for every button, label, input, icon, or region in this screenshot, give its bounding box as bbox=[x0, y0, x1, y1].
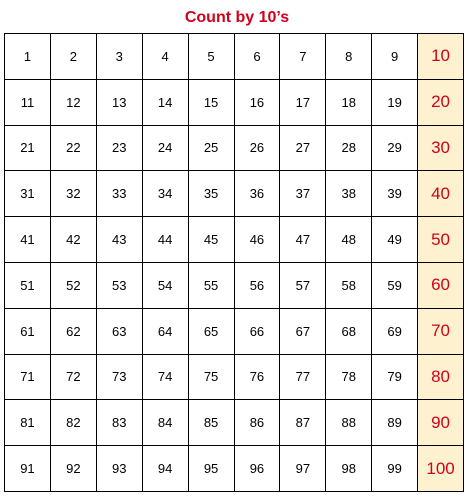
tens-cell: 80 bbox=[418, 355, 464, 401]
number-cell: 22 bbox=[51, 126, 97, 172]
number-cell: 32 bbox=[51, 171, 97, 217]
number-cell: 15 bbox=[189, 80, 235, 126]
number-cell: 85 bbox=[189, 400, 235, 446]
number-cell: 97 bbox=[280, 446, 326, 492]
number-cell: 57 bbox=[280, 263, 326, 309]
number-cell: 53 bbox=[97, 263, 143, 309]
number-cell: 28 bbox=[326, 126, 372, 172]
number-cell: 36 bbox=[235, 171, 281, 217]
tens-cell: 90 bbox=[418, 400, 464, 446]
number-cell: 4 bbox=[143, 34, 189, 80]
number-cell: 55 bbox=[189, 263, 235, 309]
number-cell: 7 bbox=[280, 34, 326, 80]
number-cell: 5 bbox=[189, 34, 235, 80]
number-cell: 72 bbox=[51, 355, 97, 401]
tens-cell: 10 bbox=[418, 34, 464, 80]
number-cell: 77 bbox=[280, 355, 326, 401]
number-cell: 33 bbox=[97, 171, 143, 217]
number-cell: 44 bbox=[143, 217, 189, 263]
number-cell: 39 bbox=[372, 171, 418, 217]
number-cell: 79 bbox=[372, 355, 418, 401]
number-cell: 54 bbox=[143, 263, 189, 309]
hundred-chart bbox=[4, 33, 464, 492]
number-cell: 9 bbox=[372, 34, 418, 80]
number-cell: 34 bbox=[143, 171, 189, 217]
number-cell: 87 bbox=[280, 400, 326, 446]
number-cell: 13 bbox=[97, 80, 143, 126]
number-cell: 64 bbox=[143, 309, 189, 355]
number-cell: 78 bbox=[326, 355, 372, 401]
tens-cell: 30 bbox=[418, 126, 464, 172]
number-cell: 76 bbox=[235, 355, 281, 401]
tens-cell: 40 bbox=[418, 171, 464, 217]
number-cell: 38 bbox=[326, 171, 372, 217]
number-cell: 94 bbox=[143, 446, 189, 492]
number-cell: 17 bbox=[280, 80, 326, 126]
number-cell: 82 bbox=[51, 400, 97, 446]
number-cell: 24 bbox=[143, 126, 189, 172]
number-cell: 29 bbox=[372, 126, 418, 172]
number-cell: 67 bbox=[280, 309, 326, 355]
number-cell: 52 bbox=[51, 263, 97, 309]
number-cell: 73 bbox=[97, 355, 143, 401]
page-title: Count by 10’s bbox=[184, 9, 290, 26]
number-cell: 6 bbox=[235, 34, 281, 80]
tens-cell: 20 bbox=[418, 80, 464, 126]
number-cell: 56 bbox=[235, 263, 281, 309]
number-cell: 49 bbox=[372, 217, 418, 263]
number-cell: 66 bbox=[235, 309, 281, 355]
number-cell: 89 bbox=[372, 400, 418, 446]
number-cell: 51 bbox=[5, 263, 51, 309]
number-cell: 95 bbox=[189, 446, 235, 492]
number-cell: 99 bbox=[372, 446, 418, 492]
number-cell: 26 bbox=[235, 126, 281, 172]
number-cell: 46 bbox=[235, 217, 281, 263]
number-cell: 41 bbox=[5, 217, 51, 263]
tens-cell: 50 bbox=[418, 217, 464, 263]
number-cell: 84 bbox=[143, 400, 189, 446]
number-cell: 3 bbox=[97, 34, 143, 80]
number-cell: 63 bbox=[97, 309, 143, 355]
number-cell: 16 bbox=[235, 80, 281, 126]
number-cell: 27 bbox=[280, 126, 326, 172]
number-cell: 12 bbox=[51, 80, 97, 126]
number-cell: 37 bbox=[280, 171, 326, 217]
number-cell: 61 bbox=[5, 309, 51, 355]
number-cell: 11 bbox=[5, 80, 51, 126]
number-cell: 23 bbox=[97, 126, 143, 172]
number-cell: 86 bbox=[235, 400, 281, 446]
number-cell: 81 bbox=[5, 400, 51, 446]
number-cell: 2 bbox=[51, 34, 97, 80]
number-cell: 59 bbox=[372, 263, 418, 309]
number-cell: 98 bbox=[326, 446, 372, 492]
number-cell: 48 bbox=[326, 217, 372, 263]
number-cell: 92 bbox=[51, 446, 97, 492]
number-cell: 47 bbox=[280, 217, 326, 263]
number-cell: 83 bbox=[97, 400, 143, 446]
tens-cell: 60 bbox=[418, 263, 464, 309]
number-cell: 21 bbox=[5, 126, 51, 172]
number-cell: 42 bbox=[51, 217, 97, 263]
number-cell: 75 bbox=[189, 355, 235, 401]
number-cell: 96 bbox=[235, 446, 281, 492]
number-cell: 25 bbox=[189, 126, 235, 172]
number-cell: 14 bbox=[143, 80, 189, 126]
number-cell: 45 bbox=[189, 217, 235, 263]
number-cell: 71 bbox=[5, 355, 51, 401]
number-cell: 58 bbox=[326, 263, 372, 309]
number-cell: 19 bbox=[372, 80, 418, 126]
number-cell: 68 bbox=[326, 309, 372, 355]
number-cell: 8 bbox=[326, 34, 372, 80]
number-cell: 35 bbox=[189, 171, 235, 217]
number-cell: 18 bbox=[326, 80, 372, 126]
number-cell: 91 bbox=[5, 446, 51, 492]
number-cell: 93 bbox=[97, 446, 143, 492]
number-cell: 88 bbox=[326, 400, 372, 446]
number-cell: 69 bbox=[372, 309, 418, 355]
number-cell: 65 bbox=[189, 309, 235, 355]
number-cell: 31 bbox=[5, 171, 51, 217]
number-cell: 43 bbox=[97, 217, 143, 263]
tens-cell: 100 bbox=[418, 446, 464, 492]
number-cell: 62 bbox=[51, 309, 97, 355]
tens-cell: 70 bbox=[418, 309, 464, 355]
number-cell: 74 bbox=[143, 355, 189, 401]
number-cell: 1 bbox=[5, 34, 51, 80]
